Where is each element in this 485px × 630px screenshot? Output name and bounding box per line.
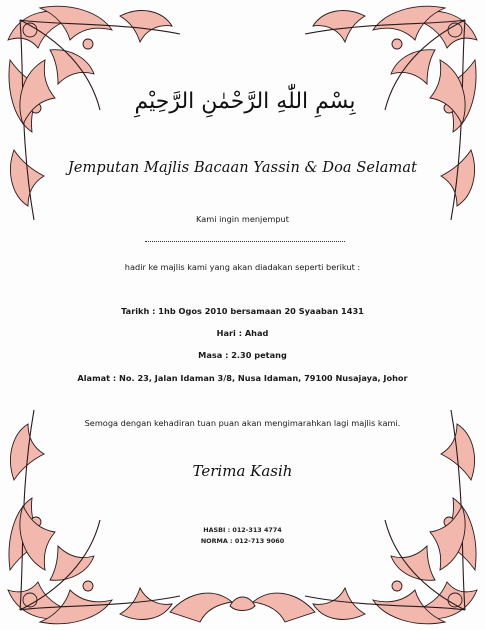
event-day: Hari : Ahad bbox=[216, 328, 269, 338]
contact-hasbi: HASBI : 012-313 4774 bbox=[203, 526, 282, 534]
invitation-body bbox=[60, 60, 425, 570]
invite-line: Kami ingin menjemput bbox=[196, 214, 289, 224]
event-date: Tarikh : 1hb Ogos 2010 bersamaan 20 Syaaban 1431 bbox=[121, 306, 364, 316]
bismillah-text: بِسْمِ اللّٰهِ الرَّحْمٰنِ الرَّحِيْمِ bbox=[134, 89, 356, 114]
intro-line: hadir ke majlis kami yang akan diadakan seperti berikut : bbox=[124, 262, 361, 272]
contact-norma: NORMA : 012-713 9060 bbox=[200, 537, 285, 545]
invitation-title: Jemputan Majlis Bacaan Yassin & Doa Selamat bbox=[67, 160, 418, 176]
thank-you-text: Terima Kasih bbox=[192, 462, 293, 480]
event-time: Masa : 2.30 petang bbox=[198, 350, 287, 360]
closing-line: Semoga dengan kehadiran tuan puan akan mengimarahkan lagi majlis kami. bbox=[84, 418, 401, 428]
bismillah-calligraphy bbox=[134, 66, 356, 128]
guest-name-blank bbox=[145, 240, 345, 242]
event-address: Alamat : No. 23, Jalan Idaman 3/8, Nusa Idaman, 79100 Nusajaya, Johor bbox=[77, 373, 408, 383]
